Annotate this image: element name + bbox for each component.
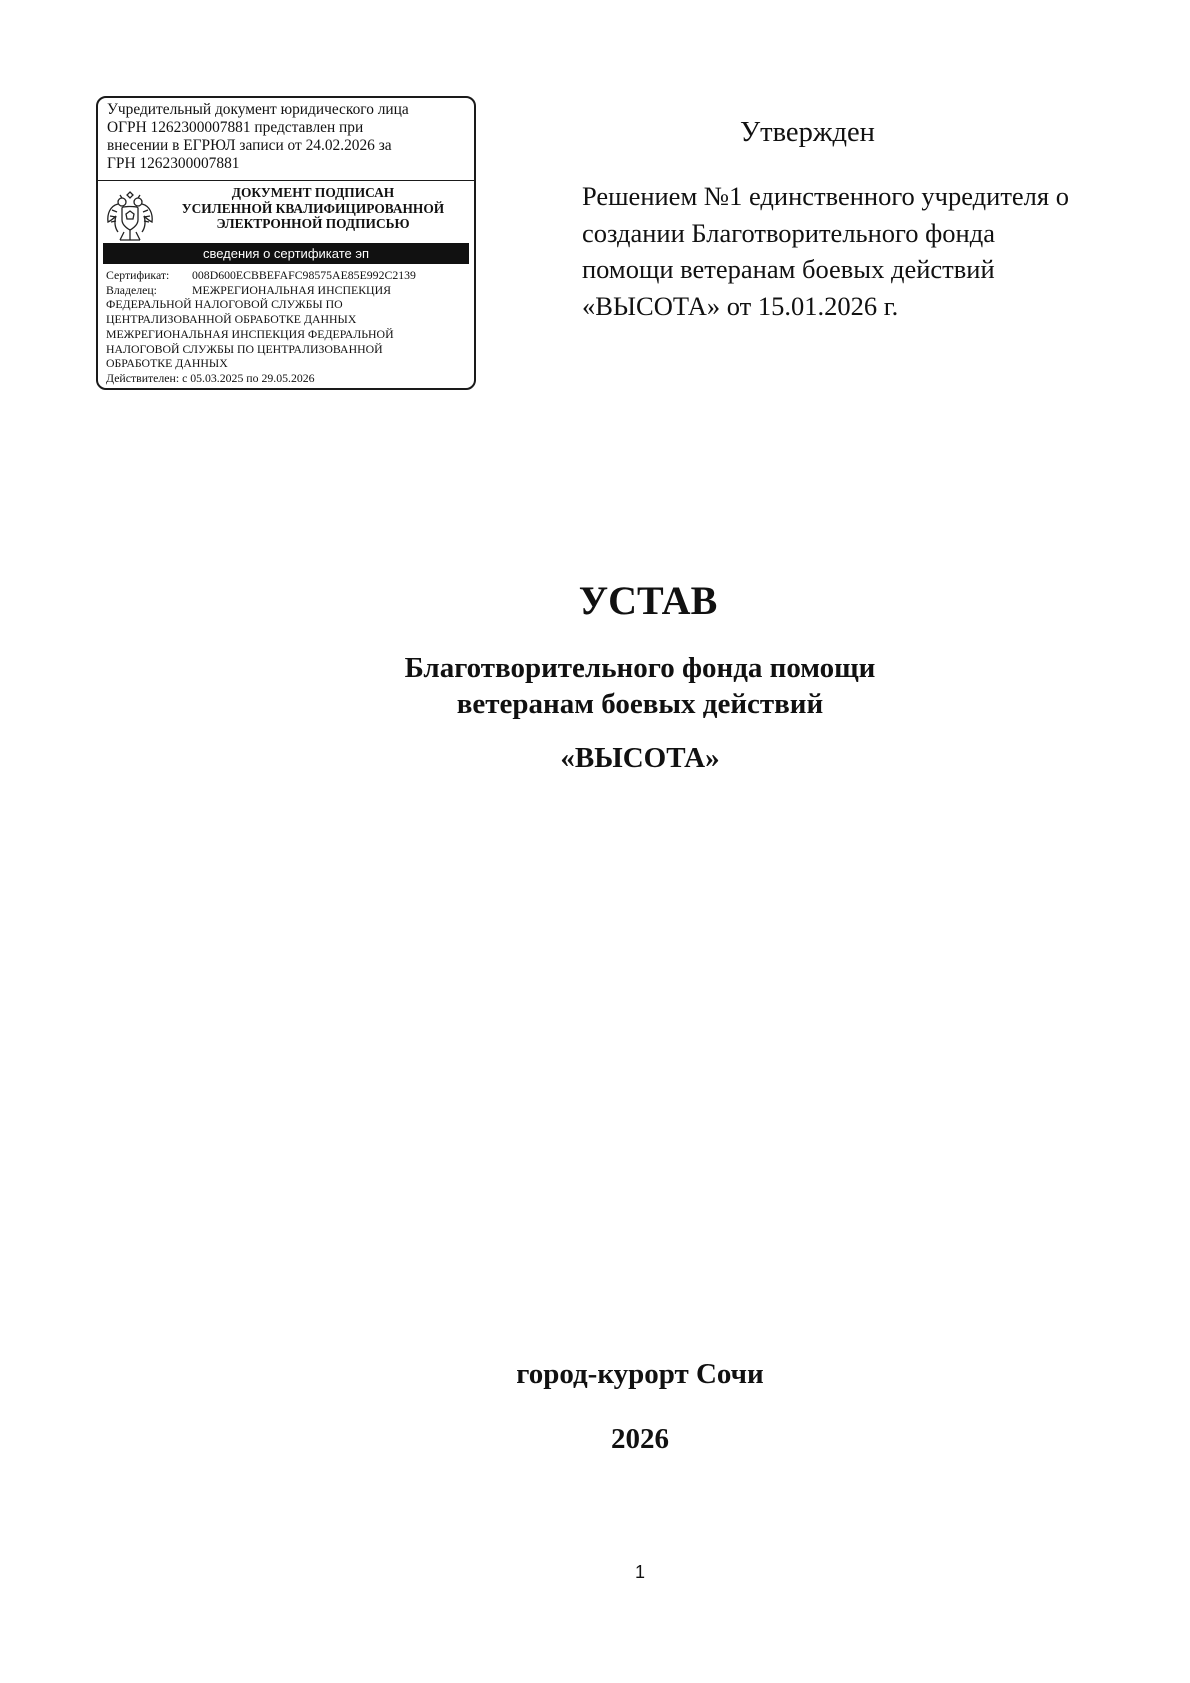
signed-title-line: УСИЛЕННОЙ КВАЛИФИЦИРОВАННОЙ bbox=[181, 200, 445, 216]
decision-line: помощи ветеранам боевых действий bbox=[582, 254, 995, 284]
coat-of-arms-icon bbox=[104, 186, 156, 244]
approval-decision bbox=[582, 178, 1122, 324]
city: город-курорт Сочи bbox=[516, 1358, 764, 1390]
page-number: 1 bbox=[634, 1562, 645, 1582]
owner-line: МЕЖРЕГИОНАЛЬНАЯ ИНСПЕКЦИЯ ФЕДЕРАЛЬНОЙ bbox=[106, 326, 394, 341]
owner-line: ЦЕНТРАЛИЗОВАННОЙ ОБРАБОТКЕ ДАННЫХ bbox=[106, 312, 357, 327]
signed-title-line: ДОКУМЕНТ ПОДПИСАН bbox=[231, 185, 395, 200]
validity-line: Действителен: с 05.03.2025 по 29.05.2026 bbox=[106, 370, 315, 385]
fund-short-name: «ВЫСОТА» bbox=[560, 742, 720, 774]
registration-info bbox=[98, 98, 474, 181]
decision-line: Решением №1 единственного учредителя о bbox=[582, 181, 1069, 211]
owner-line: ОБРАБОТКЕ ДАННЫХ bbox=[106, 356, 228, 371]
certificate-bar: сведения о сертификате эп bbox=[103, 243, 469, 264]
signature-stamp bbox=[96, 96, 476, 390]
fund-name bbox=[0, 650, 1190, 722]
decision-line: создании Благотворительного фонда bbox=[582, 217, 995, 248]
owner-line: ФЕДЕРАЛЬНОЙ НАЛОГОВОЙ СЛУЖБЫ ПО bbox=[106, 297, 343, 312]
signed-title bbox=[156, 185, 470, 232]
registration-line: внесении в ЕГРЮЛ записи от 24.02.2026 за bbox=[107, 137, 392, 154]
signed-block bbox=[98, 181, 474, 241]
owner-value: МЕЖРЕГИОНАЛЬНАЯ ИНСПЕКЦИЯ bbox=[192, 282, 391, 297]
certificate-value: 008D600ECBBEFAFC98575AE85E992C2139 bbox=[192, 268, 416, 282]
fund-name-line: ветеранам боевых действий bbox=[456, 688, 824, 720]
certificate-label: Сертификат: bbox=[106, 268, 170, 282]
owner-line: НАЛОГОВОЙ СЛУЖБЫ ПО ЦЕНТРАЛИЗОВАННОЙ bbox=[106, 341, 383, 356]
certificate-row bbox=[106, 268, 468, 283]
year: 2026 bbox=[611, 1423, 669, 1455]
registration-line: ОГРН 1262300007881 представлен при bbox=[107, 119, 364, 136]
signed-title-line: ЭЛЕКТРОННОЙ ПОДПИСЬЮ bbox=[216, 216, 410, 231]
certificate-details bbox=[98, 264, 474, 386]
fund-name-line: Благотворительного фонда помощи bbox=[404, 652, 876, 684]
owner-label: Владелец: bbox=[106, 282, 157, 297]
owner-row bbox=[106, 283, 468, 298]
document-title: УСТАВ bbox=[578, 578, 718, 623]
decision-line: «ВЫСОТА» от 15.01.2026 г. bbox=[582, 290, 899, 321]
approval-heading: Утвержден bbox=[740, 117, 875, 148]
registration-line: ГРН 1262300007881 bbox=[107, 155, 240, 172]
registration-line: Учредительный документ юридического лица bbox=[107, 101, 409, 118]
